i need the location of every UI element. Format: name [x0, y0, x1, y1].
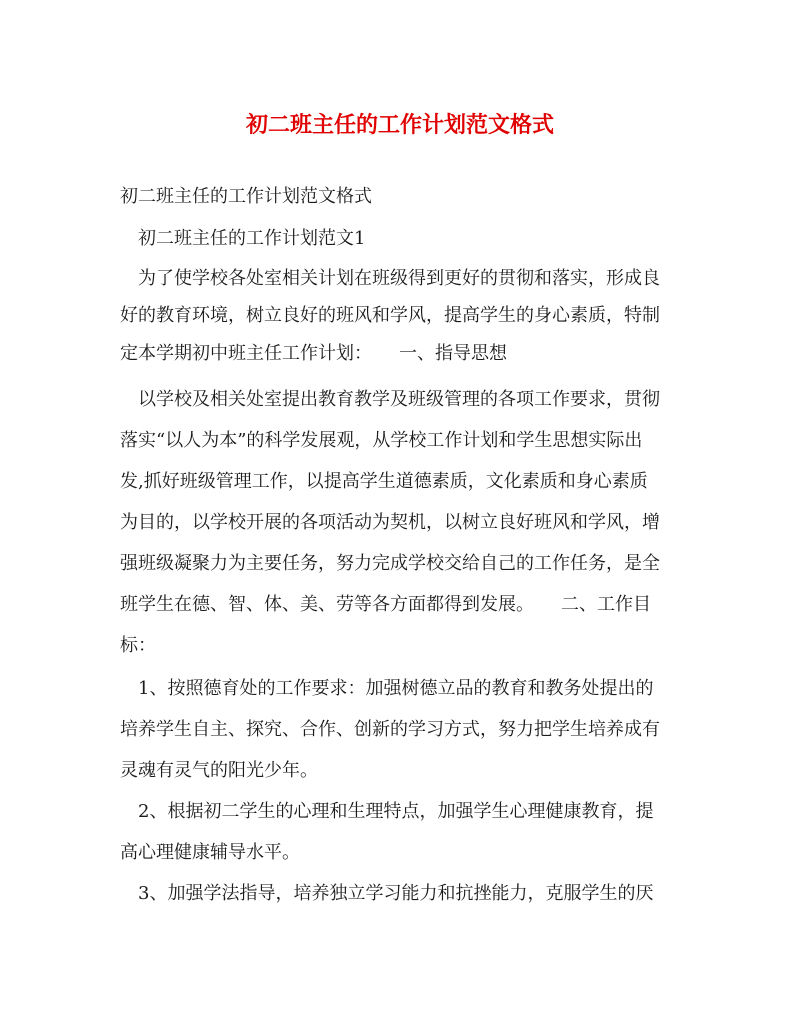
paragraph-line: 高心理健康辅导水平。 — [120, 842, 300, 863]
paragraph-line: 2、根据初二学生的心理和生理特点，加强学生心理健康教育，提 — [120, 801, 654, 822]
paragraph-line: 为目的，以学校开展的各项活动为契机，以树立良好班风和学风，增 — [120, 512, 660, 533]
paragraph-line: 以学校及相关处室提出教育教学及班级管理的各项工作要求，贯彻 — [120, 389, 660, 410]
paragraph-line: 培养学生自主、探究、合作、创新的学习方式，努力把学生培养成有 — [120, 719, 660, 740]
section-heading-line: 初二班主任的工作计划范文1 — [120, 228, 366, 249]
document-title: 初二班主任的工作计划范文格式 — [245, 112, 554, 138]
paragraph-line: 3、加强学法指导，培养独立学习能力和抗挫能力，克服学生的厌 — [120, 883, 654, 904]
paragraph-line: 1、按照德育处的工作要求：加强树德立品的教育和教务处提出的 — [120, 678, 654, 699]
paragraph-line: 班学生在德、智、体、美、劳等各方面都得到发展。 二、工作目 — [120, 594, 651, 615]
paragraph-line: 发,抓好班级管理工作，以提高学生道德素质，文化素质和身心素质 — [120, 471, 648, 492]
paragraph-line: 标： — [120, 635, 156, 656]
paragraph-line: 强班级凝聚力为主要任务，努力完成学校交给自己的工作任务，是全 — [120, 553, 660, 574]
paragraph-line: 好的教育环境，树立良好的班风和学风，提高学生的身心素质，特制 — [120, 305, 660, 326]
paragraph-line: 定本学期初中班主任工作计划： 一、指导思想 — [120, 343, 507, 364]
paragraph-line: 为了使学校各处室相关计划在班级得到更好的贯彻和落实，形成良 — [120, 268, 660, 289]
paragraph-line: 落实“以人为本”的科学发展观，从学校工作计划和学生思想实际出 — [120, 430, 643, 451]
paragraph-line: 灵魂有灵气的阳光少年。 — [120, 760, 318, 781]
subtitle-line: 初二班主任的工作计划范文格式 — [120, 186, 372, 207]
